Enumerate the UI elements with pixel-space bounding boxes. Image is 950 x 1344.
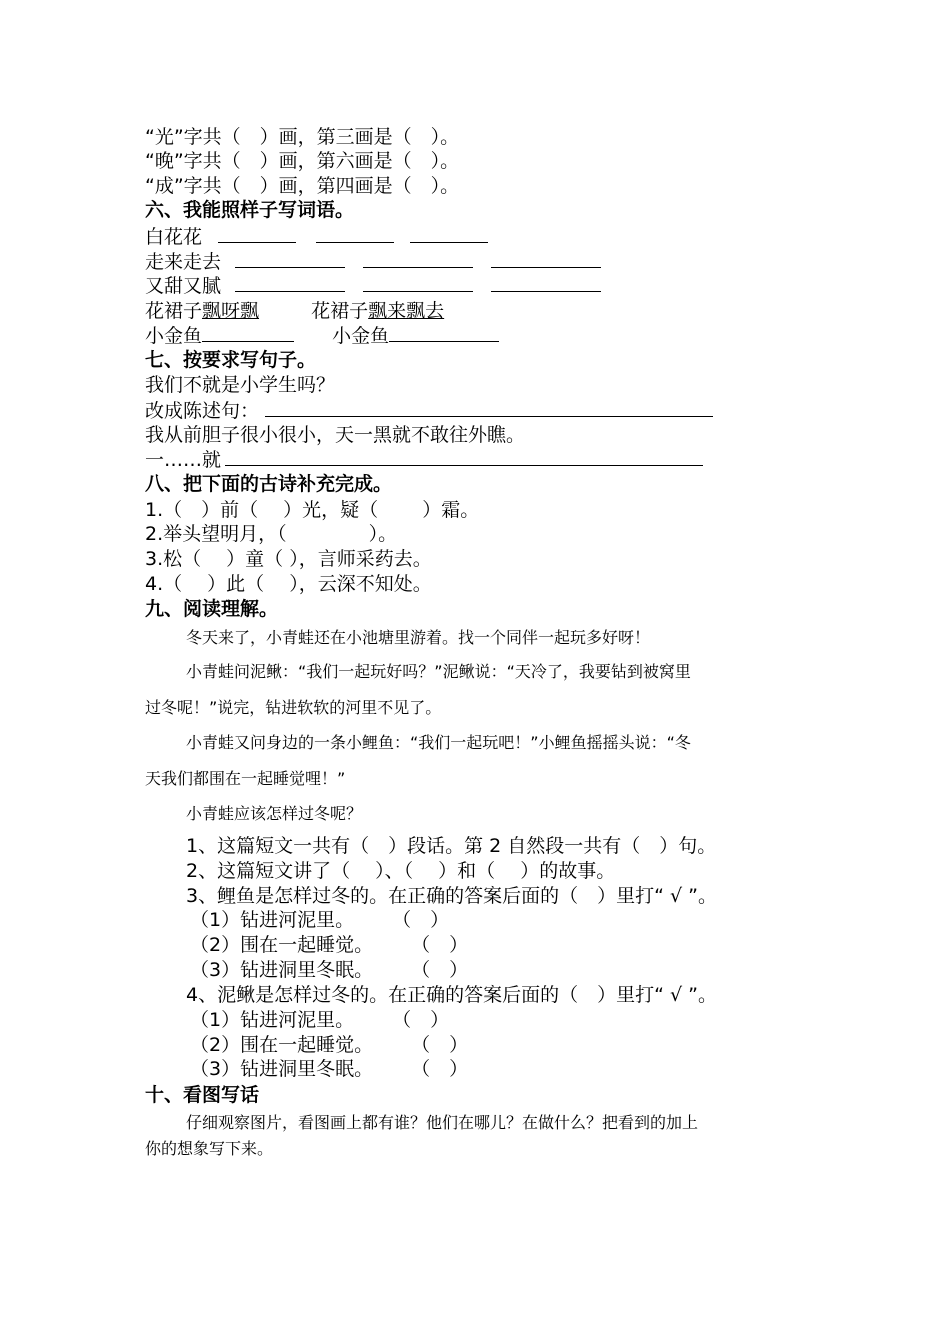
- section-7-title: 七、按要求写句子。: [145, 349, 317, 371]
- sentence-text: 我从前胆子很小很小，天一黑就不敢往外瞧。: [145, 424, 526, 446]
- instruction-label: 改成陈述句：: [145, 400, 260, 422]
- reading-question: 2、这篇短文讲了（ ）、（ ）和（ ）的故事。: [186, 860, 616, 882]
- sample-word: 又甜又腻: [145, 275, 222, 297]
- word-row-3: [145, 273, 601, 298]
- reading-question: 4、泥鳅是怎样过冬的。在正确的答案后面的（ ）里打“ √ ”。: [186, 984, 717, 1006]
- pattern-label: 一……就: [145, 449, 222, 471]
- reading-paragraph: 小青蛙问泥鳅：“我们一起玩好吗？”泥鳅说：“天冷了，我要钻到被窝里: [186, 662, 691, 681]
- answer-blank[interactable]: [235, 249, 345, 268]
- answer-blank[interactable]: [316, 224, 394, 243]
- reading-question: 3、鲤鱼是怎样过冬的。在正确的答案后面的（ ）里打“ √ ”。: [186, 885, 717, 907]
- answer-option[interactable]: （3）钻进洞里冬眠。 （ ）: [190, 959, 469, 981]
- goldfish-row: [145, 323, 499, 348]
- answer-blank[interactable]: [363, 273, 473, 292]
- answer-option[interactable]: （1）钻进河泥里。 （ ）: [190, 1009, 450, 1031]
- word-example-row: [145, 299, 444, 323]
- reading-paragraph-continued: 过冬呢！”说完，钻进软软的河里不见了。: [145, 698, 442, 717]
- goldfish-word: 小金鱼: [145, 325, 203, 347]
- section-8-title: 八、把下面的古诗补充完成。: [145, 473, 393, 495]
- word-row-1: [145, 224, 488, 249]
- answer-blank[interactable]: [202, 323, 294, 342]
- poem-line: 2.举头望明月，（ ）。: [145, 523, 398, 545]
- writing-prompt: 仔细观察图片，看图画上都有谁？他们在哪儿？在做什么？把看到的加上: [186, 1113, 699, 1132]
- sentence-instruction-row: [145, 398, 713, 423]
- answer-blank[interactable]: [218, 224, 296, 243]
- answer-blank[interactable]: [410, 224, 488, 243]
- goldfish-word: 小金鱼: [332, 325, 390, 347]
- answer-option[interactable]: （2）围在一起睡觉。 （ ）: [190, 1034, 469, 1056]
- example-prefix: 花裙子: [145, 300, 203, 322]
- sample-word: 走来走去: [145, 251, 222, 273]
- example-prefix: 花裙子: [311, 300, 369, 322]
- stroke-question: “成”字共（ ）画，第四画是（ ）。: [145, 175, 460, 197]
- reading-paragraph: 小青蛙应该怎样过冬呢？: [186, 804, 363, 823]
- writing-prompt-continued: 你的想象写下来。: [145, 1139, 274, 1158]
- poem-line: 3.松（ ）童（ ），言师采药去。: [145, 548, 432, 570]
- section-10-title: 十、看图写话: [145, 1084, 260, 1106]
- sentence-text: 我们不就是小学生吗？: [145, 374, 336, 396]
- answer-option[interactable]: （3）钻进洞里冬眠。 （ ）: [190, 1058, 469, 1080]
- answer-option[interactable]: （2）围在一起睡觉。 （ ）: [190, 934, 469, 956]
- stroke-question: “光”字共（ ）画，第三画是（ ）。: [145, 126, 460, 148]
- answer-blank[interactable]: [265, 398, 713, 417]
- reading-paragraph: 小青蛙又问身边的一条小鲤鱼：“我们一起玩吧！”小鲤鱼摇摇头说：“冬: [186, 733, 691, 752]
- section-9-title: 九、阅读理解。: [145, 598, 279, 620]
- answer-option[interactable]: （1）钻进河泥里。 （ ）: [190, 909, 450, 931]
- reading-paragraph: 冬天来了，小青蛙还在小池塘里游着。找一个同伴一起玩多好呀！: [186, 628, 651, 647]
- answer-blank[interactable]: [363, 249, 473, 268]
- answer-blank[interactable]: [235, 273, 345, 292]
- answer-blank[interactable]: [225, 447, 703, 466]
- poem-line: 4.（ ）此（ ），云深不知处。: [145, 573, 432, 595]
- sample-word: 白花花: [145, 226, 203, 248]
- poem-line: 1.（ ）前（ ）光，疑（ ）霜。: [145, 499, 480, 521]
- example-underlined: 飘来飘去: [368, 300, 445, 322]
- section-6-title: 六、我能照样子写词语。: [145, 199, 355, 221]
- reading-question: 1、这篇短文一共有（ ）段话。第 2 自然段一共有（ ）句。: [186, 835, 717, 857]
- word-row-2: [145, 249, 601, 274]
- answer-blank[interactable]: [491, 273, 601, 292]
- example-underlined: 飘呀飘: [202, 300, 260, 322]
- sentence-pattern-row: [145, 447, 703, 472]
- reading-paragraph-continued: 天我们都围在一起睡觉哩！”: [145, 769, 346, 788]
- answer-blank[interactable]: [389, 323, 499, 342]
- answer-blank[interactable]: [491, 249, 601, 268]
- stroke-question: “晚”字共（ ）画，第六画是（ ）。: [145, 150, 460, 172]
